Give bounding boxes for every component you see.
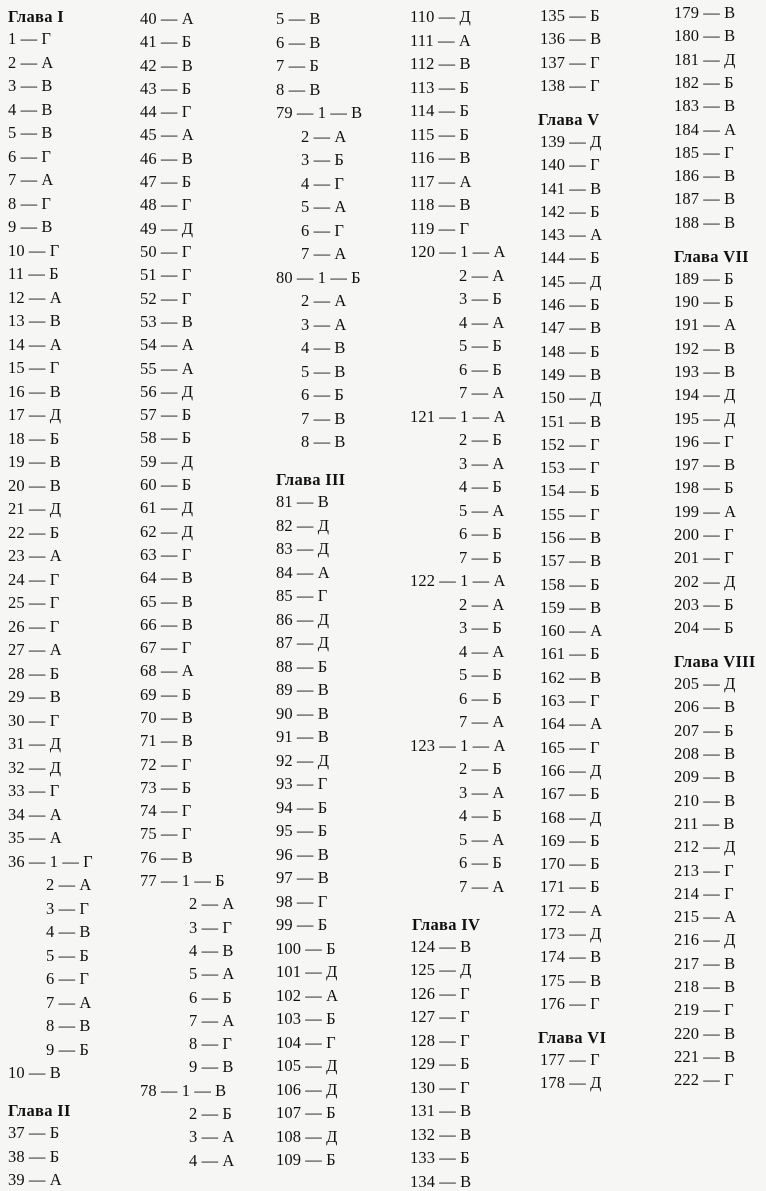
answer-entry: 175 — В: [540, 971, 602, 990]
answer-entry: 184 — А: [674, 120, 737, 139]
answer-entry: 102 — А: [276, 986, 339, 1005]
sub-answer: 3 — А: [301, 315, 347, 334]
answer-entry: 188 — В: [674, 213, 736, 232]
answer-entry: 193 — В: [674, 362, 736, 381]
answer-entry: 143 — А: [540, 225, 603, 244]
answer-entry: 84 — А: [276, 563, 330, 582]
answer-entry: 3 — В: [8, 76, 53, 95]
answer-entry: 99 — Б: [276, 915, 328, 934]
sub-answer: 7 — А: [301, 244, 347, 263]
answer-entry: 100 — Б: [276, 939, 336, 958]
answer-entry: 114 — Б: [410, 101, 470, 120]
answer-entry: 131 — В: [410, 1101, 472, 1120]
answer-entry: 203 — Б: [674, 595, 734, 614]
answer-entry: 23 — А: [8, 546, 62, 565]
answer-entry: 213 — Г: [674, 861, 734, 880]
answer-entry: 148 — Б: [540, 342, 600, 361]
answer-entry: 115 — Б: [410, 125, 470, 144]
answer-group-start: 123 — 1 — А: [410, 736, 506, 755]
answer-entry: 190 — Б: [674, 292, 734, 311]
sub-answer: 2 — А: [459, 595, 505, 614]
answer-entry: 7 — Б: [276, 56, 319, 75]
answer-entry: 8 — В: [276, 80, 321, 99]
answer-entry: 45 — А: [140, 125, 194, 144]
answer-entry: 204 — Б: [674, 618, 734, 637]
sub-answer: 5 — А: [459, 501, 505, 520]
sub-answer: 7 — В: [301, 409, 346, 428]
sub-answer: 6 — Б: [301, 385, 344, 404]
answer-entry: 214 — Г: [674, 884, 734, 903]
answer-entry: 185 — Г: [674, 143, 734, 162]
answer-entry: 169 — Б: [540, 831, 600, 850]
sub-answer: 4 — Г: [301, 174, 345, 193]
sub-answer: 5 — Б: [459, 336, 502, 355]
answer-entry: 6 — В: [276, 33, 321, 52]
answer-group-start: 78 — 1 — В: [140, 1081, 227, 1100]
answer-entry: 1 — Г: [8, 29, 52, 48]
sub-answer: 2 — А: [46, 875, 92, 894]
answer-entry: 112 — В: [410, 54, 471, 73]
answer-entry: 172 — А: [540, 901, 603, 920]
sub-answer: 7 — А: [459, 877, 505, 896]
answer-entry: 61 — Д: [140, 498, 194, 517]
answer-entry: 26 — Г: [8, 617, 60, 636]
sub-answer: 4 — Б: [459, 806, 502, 825]
answer-entry: 72 — Г: [140, 755, 192, 774]
answer-entry: 29 — В: [8, 687, 61, 706]
sub-answer: 3 — Б: [459, 289, 502, 308]
sub-answer: 3 — Г: [46, 899, 90, 918]
answer-entry: 152 — Г: [540, 435, 600, 454]
answer-entry: 135 — Б: [540, 6, 600, 25]
answer-entry: 47 — Б: [140, 172, 192, 191]
sub-answer: 4 — Б: [459, 477, 502, 496]
sub-answer: 5 — А: [301, 197, 347, 216]
answer-entry: 219 — Г: [674, 1000, 734, 1019]
answer-entry: 156 — В: [540, 528, 602, 547]
answer-entry: 12 — А: [8, 288, 62, 307]
chapter-heading: Глава III: [276, 470, 346, 489]
answer-entry: 210 — В: [674, 791, 736, 810]
answer-entry: 155 — Г: [540, 505, 600, 524]
sub-answer: 6 — Б: [189, 988, 232, 1007]
answer-entry: 164 — А: [540, 714, 603, 733]
answer-entry: 206 — В: [674, 697, 736, 716]
answer-entry: 220 — В: [674, 1024, 736, 1043]
answer-entry: 141 — В: [540, 179, 602, 198]
sub-answer: 5 — А: [189, 964, 235, 983]
answer-entry: 33 — Г: [8, 781, 60, 800]
answer-entry: 81 — В: [276, 492, 329, 511]
answer-entry: 10 — В: [8, 1063, 61, 1082]
answer-entry: 56 — Д: [140, 382, 194, 401]
sub-answer: 5 — В: [301, 362, 346, 381]
answer-entry: 38 — Б: [8, 1147, 60, 1166]
answer-entry: 189 — Б: [674, 269, 734, 288]
answer-entry: 197 — В: [674, 455, 736, 474]
answer-entry: 53 — В: [140, 312, 193, 331]
answer-entry: 163 — Г: [540, 691, 600, 710]
sub-answer: 2 — А: [189, 894, 235, 913]
answer-entry: 63 — Г: [140, 545, 192, 564]
answer-entry: 57 — Б: [140, 405, 192, 424]
answer-entry: 76 — В: [140, 848, 193, 867]
answer-entry: 171 — Б: [540, 877, 600, 896]
answer-entry: 207 — Б: [674, 721, 734, 740]
answer-entry: 160 — А: [540, 621, 603, 640]
answer-entry: 137 — Г: [540, 53, 600, 72]
answer-entry: 208 — В: [674, 744, 736, 763]
answer-entry: 133 — Б: [410, 1148, 470, 1167]
answer-entry: 98 — Г: [276, 892, 328, 911]
answer-entry: 18 — Б: [8, 429, 60, 448]
answer-entry: 104 — Г: [276, 1033, 336, 1052]
sub-answer: 3 — А: [459, 454, 505, 473]
answer-entry: 111 — А: [410, 31, 471, 50]
sub-answer: 7 — А: [459, 712, 505, 731]
answer-entry: 168 — Д: [540, 808, 602, 827]
sub-answer: 8 — В: [46, 1016, 91, 1035]
answer-entry: 5 — В: [276, 9, 321, 28]
answer-entry: 95 — Б: [276, 821, 328, 840]
answer-entry: 176 — Г: [540, 994, 600, 1013]
answer-entry: 10 — Г: [8, 241, 60, 260]
answer-entry: 91 — В: [276, 727, 329, 746]
answer-entry: 74 — Г: [140, 801, 192, 820]
answer-entry: 136 — В: [540, 29, 602, 48]
answer-entry: 28 — Б: [8, 664, 60, 683]
answer-entry: 62 — Д: [140, 522, 194, 541]
answer-entry: 196 — Г: [674, 432, 734, 451]
answer-entry: 51 — Г: [140, 265, 192, 284]
sub-answer: 9 — В: [189, 1057, 234, 1076]
answer-entry: 67 — Г: [140, 638, 192, 657]
answer-entry: 110 — Д: [410, 7, 471, 26]
sub-answer: 2 — А: [301, 291, 347, 310]
answer-group-start: 121 — 1 — А: [410, 407, 506, 426]
answer-entry: 6 — Г: [8, 147, 52, 166]
sub-answer: 9 — Б: [46, 1040, 89, 1059]
answer-entry: 52 — Г: [140, 289, 192, 308]
answer-group-start: 77 — 1 — Б: [140, 871, 225, 890]
answer-entry: 55 — А: [140, 359, 194, 378]
sub-answer: 6 — Г: [301, 221, 345, 240]
answer-entry: 215 — А: [674, 907, 737, 926]
answer-entry: 40 — А: [140, 9, 194, 28]
sub-answer: 4 — В: [189, 941, 234, 960]
answer-entry: 195 — Д: [674, 409, 736, 428]
chapter-heading: Глава VI: [538, 1028, 607, 1047]
answer-entry: 107 — Б: [276, 1103, 336, 1122]
chapter-heading: Глава I: [8, 7, 64, 26]
answer-entry: 162 — В: [540, 668, 602, 687]
answer-entry: 85 — Г: [276, 586, 328, 605]
answer-entry: 199 — А: [674, 502, 737, 521]
answer-entry: 191 — А: [674, 315, 737, 334]
answer-entry: 128 — Г: [410, 1031, 470, 1050]
answer-entry: 144 — Б: [540, 248, 600, 267]
sub-answer: 7 — А: [459, 383, 505, 402]
answer-entry: 22 — Б: [8, 523, 60, 542]
answer-group-start: 36 — 1 — Г: [8, 852, 93, 871]
answer-entry: 2 — А: [8, 53, 54, 72]
answer-entry: 109 — Б: [276, 1150, 336, 1169]
answer-entry: 14 — А: [8, 335, 62, 354]
answer-entry: 75 — Г: [140, 824, 192, 843]
answer-entry: 134 — В: [410, 1172, 472, 1191]
answer-entry: 24 — Г: [8, 570, 60, 589]
answer-entry: 205 — Д: [674, 674, 736, 693]
answer-entry: 124 — В: [410, 937, 472, 956]
answer-entry: 34 — А: [8, 805, 62, 824]
sub-answer: 5 — Б: [46, 946, 89, 965]
answer-entry: 113 — Б: [410, 78, 470, 97]
sub-answer: 6 — Б: [459, 360, 502, 379]
answer-entry: 103 — Б: [276, 1009, 336, 1028]
answer-entry: 21 — Д: [8, 499, 62, 518]
answer-entry: 19 — В: [8, 452, 61, 471]
sub-answer: 2 — Б: [189, 1104, 232, 1123]
answer-entry: 158 — Б: [540, 575, 600, 594]
answer-entry: 119 — Г: [410, 219, 470, 238]
answer-entry: 170 — Б: [540, 854, 600, 873]
answer-entry: 127 — Г: [410, 1007, 470, 1026]
answer-entry: 7 — А: [8, 170, 54, 189]
answer-entry: 157 — В: [540, 551, 602, 570]
answer-entry: 183 — В: [674, 96, 736, 115]
sub-answer: 2 — А: [301, 127, 347, 146]
sub-answer: 7 — Б: [459, 548, 502, 567]
answer-entry: 218 — В: [674, 977, 736, 996]
answer-entry: 68 — А: [140, 661, 194, 680]
answer-entry: 50 — Г: [140, 242, 192, 261]
answer-entry: 32 — Д: [8, 758, 62, 777]
answer-entry: 44 — Г: [140, 102, 192, 121]
answer-entry: 20 — В: [8, 476, 61, 495]
answer-entry: 221 — В: [674, 1047, 736, 1066]
answer-entry: 59 — Д: [140, 452, 194, 471]
answer-entry: 86 — Д: [276, 610, 330, 629]
sub-answer: 2 — Б: [459, 759, 502, 778]
answer-entry: 150 — Д: [540, 388, 602, 407]
answer-entry: 17 — Д: [8, 405, 62, 424]
sub-answer: 4 — А: [189, 1151, 235, 1170]
answer-entry: 73 — Б: [140, 778, 192, 797]
answer-entry: 117 — А: [410, 172, 472, 191]
sub-answer: 3 — А: [459, 783, 505, 802]
answer-entry: 212 — Д: [674, 837, 736, 856]
answer-entry: 65 — В: [140, 592, 193, 611]
answer-entry: 173 — Д: [540, 924, 602, 943]
answer-entry: 198 — Б: [674, 478, 734, 497]
answer-entry: 87 — Д: [276, 633, 330, 652]
answer-entry: 92 — Д: [276, 751, 330, 770]
answer-entry: 49 — Д: [140, 219, 194, 238]
answer-entry: 202 — Д: [674, 572, 736, 591]
answer-entry: 42 — В: [140, 56, 193, 75]
answer-entry: 177 — Г: [540, 1050, 600, 1069]
answer-entry: 142 — Б: [540, 202, 600, 221]
answer-entry: 125 — Д: [410, 960, 472, 979]
answer-entry: 146 — Б: [540, 295, 600, 314]
answer-entry: 154 — Б: [540, 481, 600, 500]
answer-entry: 60 — Б: [140, 475, 192, 494]
sub-answer: 8 — Г: [189, 1034, 233, 1053]
answer-entry: 48 — Г: [140, 195, 192, 214]
answer-entry: 105 — Д: [276, 1056, 338, 1075]
sub-answer: 3 — Г: [189, 918, 233, 937]
answer-entry: 138 — Г: [540, 76, 600, 95]
answer-group-start: 120 — 1 — А: [410, 242, 506, 261]
answer-entry: 151 — В: [540, 412, 602, 431]
answer-entry: 30 — Г: [8, 711, 60, 730]
answer-entry: 88 — Б: [276, 657, 328, 676]
sub-answer: 3 — Б: [301, 150, 344, 169]
answer-entry: 46 — В: [140, 149, 193, 168]
answer-entry: 39 — А: [8, 1170, 62, 1189]
sub-answer: 6 — Б: [459, 853, 502, 872]
answer-entry: 132 — В: [410, 1125, 472, 1144]
answer-entry: 174 — В: [540, 947, 602, 966]
answer-entry: 94 — Б: [276, 798, 328, 817]
answer-entry: 178 — Д: [540, 1073, 602, 1092]
answer-group-start: 122 — 1 — А: [410, 571, 506, 590]
answer-entry: 64 — В: [140, 568, 193, 587]
answer-entry: 182 — Б: [674, 73, 734, 92]
sub-answer: 6 — Б: [459, 689, 502, 708]
answer-entry: 8 — Г: [8, 194, 52, 213]
sub-answer: 4 — В: [301, 338, 346, 357]
answer-entry: 200 — Г: [674, 525, 734, 544]
answer-entry: 116 — В: [410, 148, 471, 167]
answer-entry: 31 — Д: [8, 734, 62, 753]
answer-entry: 153 — Г: [540, 458, 600, 477]
chapter-heading: Глава VIII: [674, 652, 756, 671]
answer-entry: 35 — А: [8, 828, 62, 847]
sub-answer: 4 — В: [46, 922, 91, 941]
answer-entry: 126 — Г: [410, 984, 470, 1003]
answer-entry: 108 — Д: [276, 1127, 338, 1146]
answer-entry: 192 — В: [674, 339, 736, 358]
sub-answer: 5 — Б: [459, 665, 502, 684]
answer-entry: 82 — Д: [276, 516, 330, 535]
answer-entry: 89 — В: [276, 680, 329, 699]
answer-entry: 11 — Б: [8, 264, 59, 283]
answer-entry: 96 — В: [276, 845, 329, 864]
sub-answer: 4 — А: [459, 642, 505, 661]
answer-entry: 70 — В: [140, 708, 193, 727]
sub-answer: 5 — А: [459, 830, 505, 849]
answer-entry: 129 — Б: [410, 1054, 470, 1073]
answer-entry: 43 — Б: [140, 79, 192, 98]
answer-entry: 161 — Б: [540, 644, 600, 663]
answer-entry: 15 — Г: [8, 358, 60, 377]
answer-entry: 106 — Д: [276, 1080, 338, 1099]
chapter-heading: Глава VII: [674, 247, 749, 266]
answer-entry: 25 — Г: [8, 593, 60, 612]
answer-entry: 167 — Б: [540, 784, 600, 803]
answer-entry: 145 — Д: [540, 272, 602, 291]
answer-entry: 101 — Д: [276, 962, 338, 981]
answer-entry: 130 — Г: [410, 1078, 470, 1097]
answer-entry: 4 — В: [8, 100, 53, 119]
sub-answer: 3 — А: [189, 1127, 235, 1146]
chapter-heading: Глава V: [538, 110, 600, 129]
answer-entry: 69 — Б: [140, 685, 192, 704]
answer-entry: 186 — В: [674, 166, 736, 185]
answer-entry: 140 — Г: [540, 155, 600, 174]
sub-answer: 7 — А: [189, 1011, 235, 1030]
answer-entry: 118 — В: [410, 195, 471, 214]
answer-entry: 9 — В: [8, 217, 53, 236]
answer-entry: 216 — Д: [674, 930, 736, 949]
answer-entry: 159 — В: [540, 598, 602, 617]
answer-entry: 147 — В: [540, 318, 602, 337]
answer-entry: 181 — Д: [674, 50, 736, 69]
answer-group-start: 79 — 1 — В: [276, 103, 363, 122]
answer-entry: 209 — В: [674, 767, 736, 786]
sub-answer: 8 — В: [301, 432, 346, 451]
sub-answer: 2 — А: [459, 266, 505, 285]
answer-entry: 179 — В: [674, 3, 736, 22]
sub-answer: 4 — А: [459, 313, 505, 332]
answer-group-start: 80 — 1 — Б: [276, 268, 361, 287]
answer-entry: 180 — В: [674, 26, 736, 45]
sub-answer: 7 — А: [46, 993, 92, 1012]
sub-answer: 3 — Б: [459, 618, 502, 637]
answer-entry: 201 — Г: [674, 548, 734, 567]
answer-entry: 187 — В: [674, 189, 736, 208]
answer-entry: 58 — Б: [140, 428, 192, 447]
answer-entry: 13 — В: [8, 311, 61, 330]
answer-entry: 83 — Д: [276, 539, 330, 558]
answer-entry: 5 — В: [8, 123, 53, 142]
answer-entry: 165 — Г: [540, 738, 600, 757]
answer-entry: 71 — В: [140, 731, 193, 750]
answer-entry: 149 — В: [540, 365, 602, 384]
answer-entry: 37 — Б: [8, 1123, 60, 1142]
answer-entry: 16 — В: [8, 382, 61, 401]
answer-entry: 217 — В: [674, 954, 736, 973]
sub-answer: 6 — Б: [459, 524, 502, 543]
answer-entry: 194 — Д: [674, 385, 736, 404]
sub-answer: 2 — Б: [459, 430, 502, 449]
answer-entry: 222 — Г: [674, 1070, 734, 1089]
chapter-heading: Глава IV: [412, 915, 481, 934]
sub-answer: 6 — Г: [46, 969, 90, 988]
chapter-heading: Глава II: [8, 1101, 71, 1120]
answer-entry: 139 — Д: [540, 132, 602, 151]
answer-entry: 90 — В: [276, 704, 329, 723]
answer-entry: 54 — А: [140, 335, 194, 354]
answer-entry: 166 — Д: [540, 761, 602, 780]
answer-entry: 27 — А: [8, 640, 62, 659]
answer-entry: 66 — В: [140, 615, 193, 634]
answer-entry: 93 — Г: [276, 774, 328, 793]
answer-entry: 41 — Б: [140, 32, 192, 51]
answer-entry: 97 — В: [276, 868, 329, 887]
answer-entry: 211 — В: [674, 814, 735, 833]
